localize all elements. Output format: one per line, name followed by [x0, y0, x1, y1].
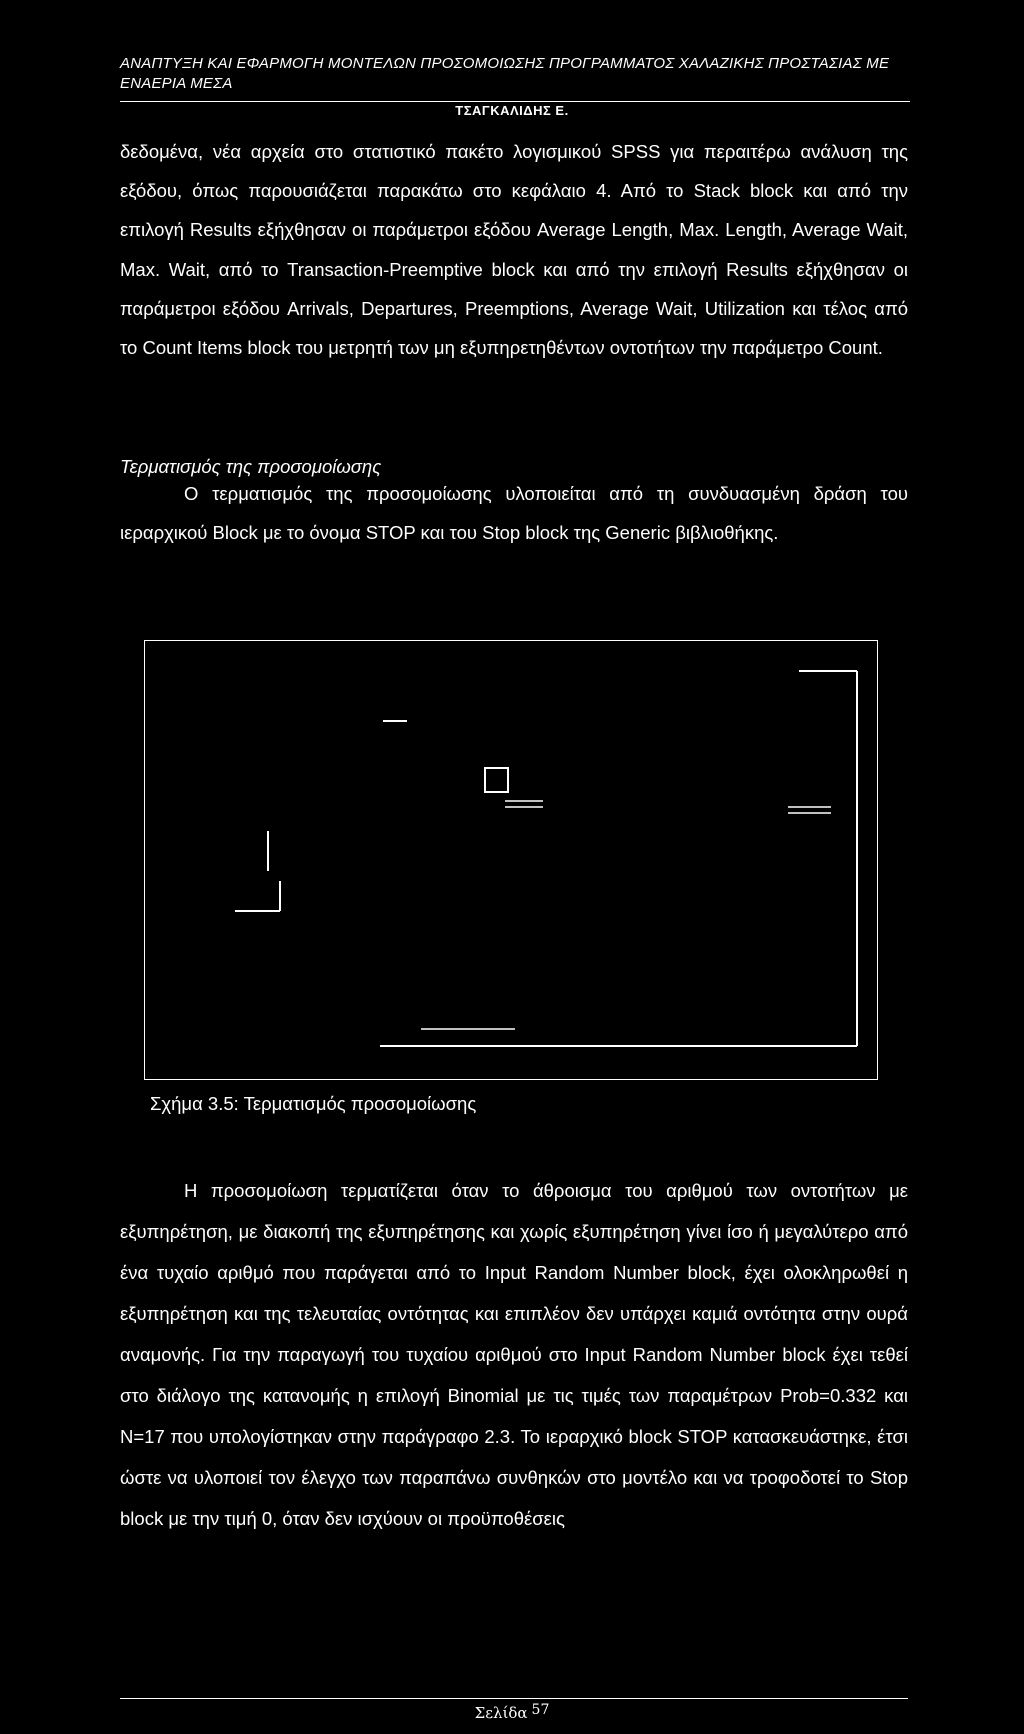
paragraph-output-parameters: δεδομένα, νέα αρχεία στο στατιστικό πακέτο λογισμικού SPSS για περαιτέρω ανάλυση της εξόδου, όπως παρουσιάζεται παρακάτω στο κεφάλαιο 4. Από το Stack block και από την επιλογή Results εξήχθησαν οι παράμετροι εξόδου Average Length, Max. Length, Average Wait, Max. Wait, από το Transaction-Preemptive block και από την επιλογή Results εξήχθησαν οι παράμετροι εξόδου Arrivals, Departures, Preemptions, Average Wait, Utilization και τέλος από το Count Items block του μετρητή των μη εξυπηρετηθέντων οντοτήτων την παράμετρο Count. — [120, 141, 908, 359]
section-heading: Τερματισμός της προσομοίωσης — [120, 456, 382, 477]
paragraph-termination-intro: Ο τερματισμός της προσομοίωσης υλοποιείται από τη συνδυασμένη δράση του ιεραρχικού Block με το όνομα STOP και του Stop block της Generic βιβλιοθήκης. — [120, 483, 908, 544]
page-number: 57 — [531, 1702, 550, 1718]
footer-divider — [120, 1698, 908, 1699]
running-header-title: ΑΝΑΠΤΥΞΗ ΚΑΙ ΕΦΑΡΜΟΓΗ ΜΟΝΤΕΛΩΝ ΠΡΟΣΟΜΟΙΩΣΗΣ ΠΡΟΓΡΑΜΜΑΤΟΣ ΧΑΛΑΖΙΚΗΣ ΠΡΟΣΤΑΣΙΑΣ ΜΕ ΕΝΑΕΡΙΑ ΜΕΣΑ — [120, 55, 890, 92]
running-header-author: ΤΣΑΓΚΑΛΙΔΗΣ Ε. — [455, 103, 569, 118]
paragraph-termination-conditions: Η προσομοίωση τερματίζεται όταν το άθροισμα του αριθμού των οντοτήτων με εξυπηρέτηση, με διακοπή της εξυπηρέτησης και χωρίς εξυπηρέτηση γίνει ίσο ή μεγαλύτερο από ένα τυχαίο αριθμό που παράγεται από το Input Random Number block, έχει ολοκληρωθεί η εξυπηρέτηση και της τελευταίας οντότητας και επιπλέον δεν υπάρχει καμιά οντότητα στην ουρά αναμονής. Για την παραγωγή του τυχαίου αριθμού στο Input Random Number block έχει τεθεί στο διάλογο της κατανομής η επιλογή Binomial με τις τιμές των παραμέτρων Prob=0.332 και Ν=17 που υπολογίστηκαν στην παράγραφο 2.3. Το ιεραρχικό block STOP κατασκευάστηκε, έτσι ώστε να υλοποιεί τον έλεγχο των παραπάνω συνθηκών στο μοντέλο και να τροφοδοτεί το Stop block με την τιμή 0, όταν δεν ισχύουν οι προϋποθέσεις — [120, 1180, 908, 1529]
figure-diagram — [145, 641, 879, 1081]
figure-block — [485, 768, 508, 792]
figure-simulation-termination — [144, 640, 878, 1080]
page-label: Σελίδα — [474, 1704, 528, 1722]
figure-caption: Σχήμα 3.5: Τερματισμός προσομοίωσης — [150, 1093, 477, 1114]
page-footer — [0, 1702, 1024, 1722]
header-divider — [120, 101, 910, 102]
